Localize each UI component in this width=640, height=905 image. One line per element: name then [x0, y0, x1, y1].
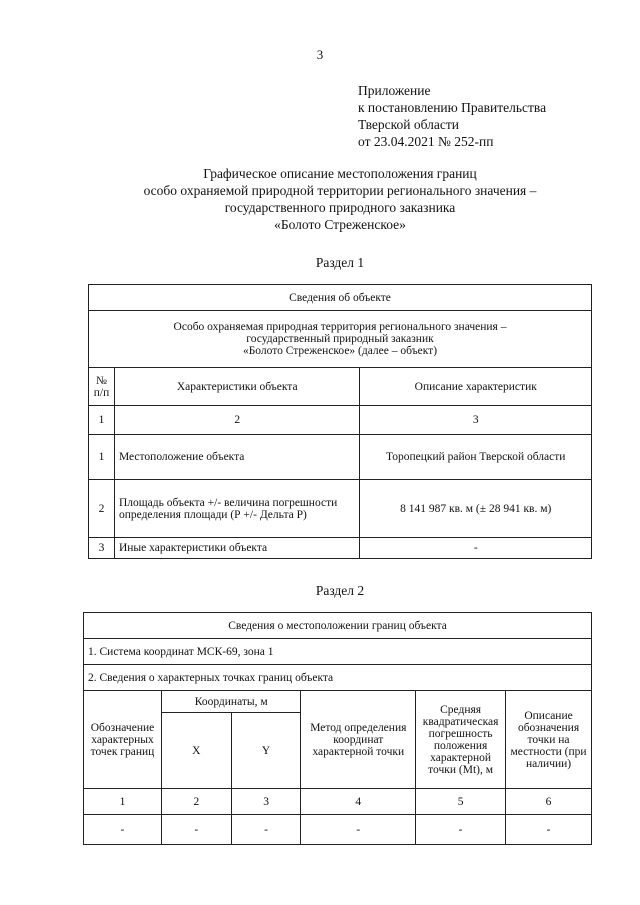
column-number: 2	[114, 406, 360, 435]
title-line: государственного природного заказника	[224, 200, 456, 215]
row-characteristic: Иные характеристики объекта	[114, 538, 360, 559]
column-number: 2	[161, 789, 231, 815]
points-header: 2. Сведения о характерных точках границ объекта	[84, 665, 592, 691]
row-description: Торопецкий район Тверской области	[360, 435, 592, 480]
column-header-y: Y	[231, 713, 301, 789]
table-header: Сведения о местоположении границ объекта	[84, 613, 592, 639]
annex-line: Приложение	[358, 83, 431, 98]
column-number: 5	[416, 789, 506, 815]
table-row	[89, 435, 592, 480]
annex-line: Тверской области	[358, 117, 459, 132]
row-characteristic: Местоположение объекта	[114, 435, 360, 480]
object-line: «Болото Стреженское» (далее – объект)	[242, 345, 438, 357]
column-header-method: Метод определения координат характерной точки	[301, 691, 416, 789]
section1-title: Раздел 1	[315, 255, 365, 270]
cell-value: -	[506, 815, 592, 845]
row-description: 8 141 987 кв. м (± 28 941 кв. м)	[360, 480, 592, 538]
cell-value: -	[161, 815, 231, 845]
column-header-error: Средняя квадратическая погрешность положения характерной точки (Мt), м	[416, 691, 506, 789]
title-line: особо охраняемой природной территории регионального значения –	[143, 183, 537, 198]
cell-value: -	[231, 815, 301, 845]
column-header-coords: Координаты, м	[161, 691, 301, 713]
row-description: -	[360, 538, 592, 559]
column-number: 1	[89, 406, 115, 435]
column-header-designation: Обозначение характерных точек границ	[84, 691, 162, 789]
column-header-num: № п/п	[89, 368, 115, 406]
table-row	[89, 480, 592, 538]
boundary-table	[83, 612, 592, 845]
column-number: 3	[360, 406, 592, 435]
coordinate-system: 1. Система координат МСК-69, зона 1	[84, 639, 592, 665]
annex-line: к постановлению Правительства	[358, 100, 547, 115]
annex-line: от 23.04.2021 № 252-пп	[358, 134, 494, 149]
object-line: государственный природный заказник	[246, 333, 434, 345]
column-header-description: Описание обозначения точки на местности (при наличии)	[506, 691, 592, 789]
page-number: 3	[316, 47, 324, 62]
column-number: 4	[301, 789, 416, 815]
object-info-table	[88, 284, 592, 559]
title-line: Графическое описание местоположения границ	[203, 166, 477, 181]
annex-block	[358, 82, 546, 150]
section2-title: Раздел 2	[315, 583, 365, 598]
cell-value: -	[416, 815, 506, 845]
table-row	[84, 815, 592, 845]
cell-value: -	[84, 815, 162, 845]
column-header-characteristic: Характеристики объекта	[114, 368, 360, 406]
column-header-description: Описание характеристик	[360, 368, 592, 406]
row-num: 3	[89, 538, 115, 559]
row-num: 1	[89, 435, 115, 480]
column-number: 3	[231, 789, 301, 815]
column-header-x: X	[161, 713, 231, 789]
table-row	[89, 538, 592, 559]
column-number: 1	[84, 789, 162, 815]
document-title	[80, 165, 600, 233]
object-line: Особо охраняемая природная территория регионального значения –	[173, 321, 507, 333]
table-header: Сведения об объекте	[89, 285, 592, 311]
column-number: 6	[506, 789, 592, 815]
cell-value: -	[301, 815, 416, 845]
row-characteristic: Площадь объекта +/- величина погрешности определения площади (Р +/- Дельта Р)	[114, 480, 360, 538]
title-line: «Болото Стреженское»	[274, 217, 406, 232]
row-num: 2	[89, 480, 115, 538]
object-name-cell	[89, 311, 592, 368]
